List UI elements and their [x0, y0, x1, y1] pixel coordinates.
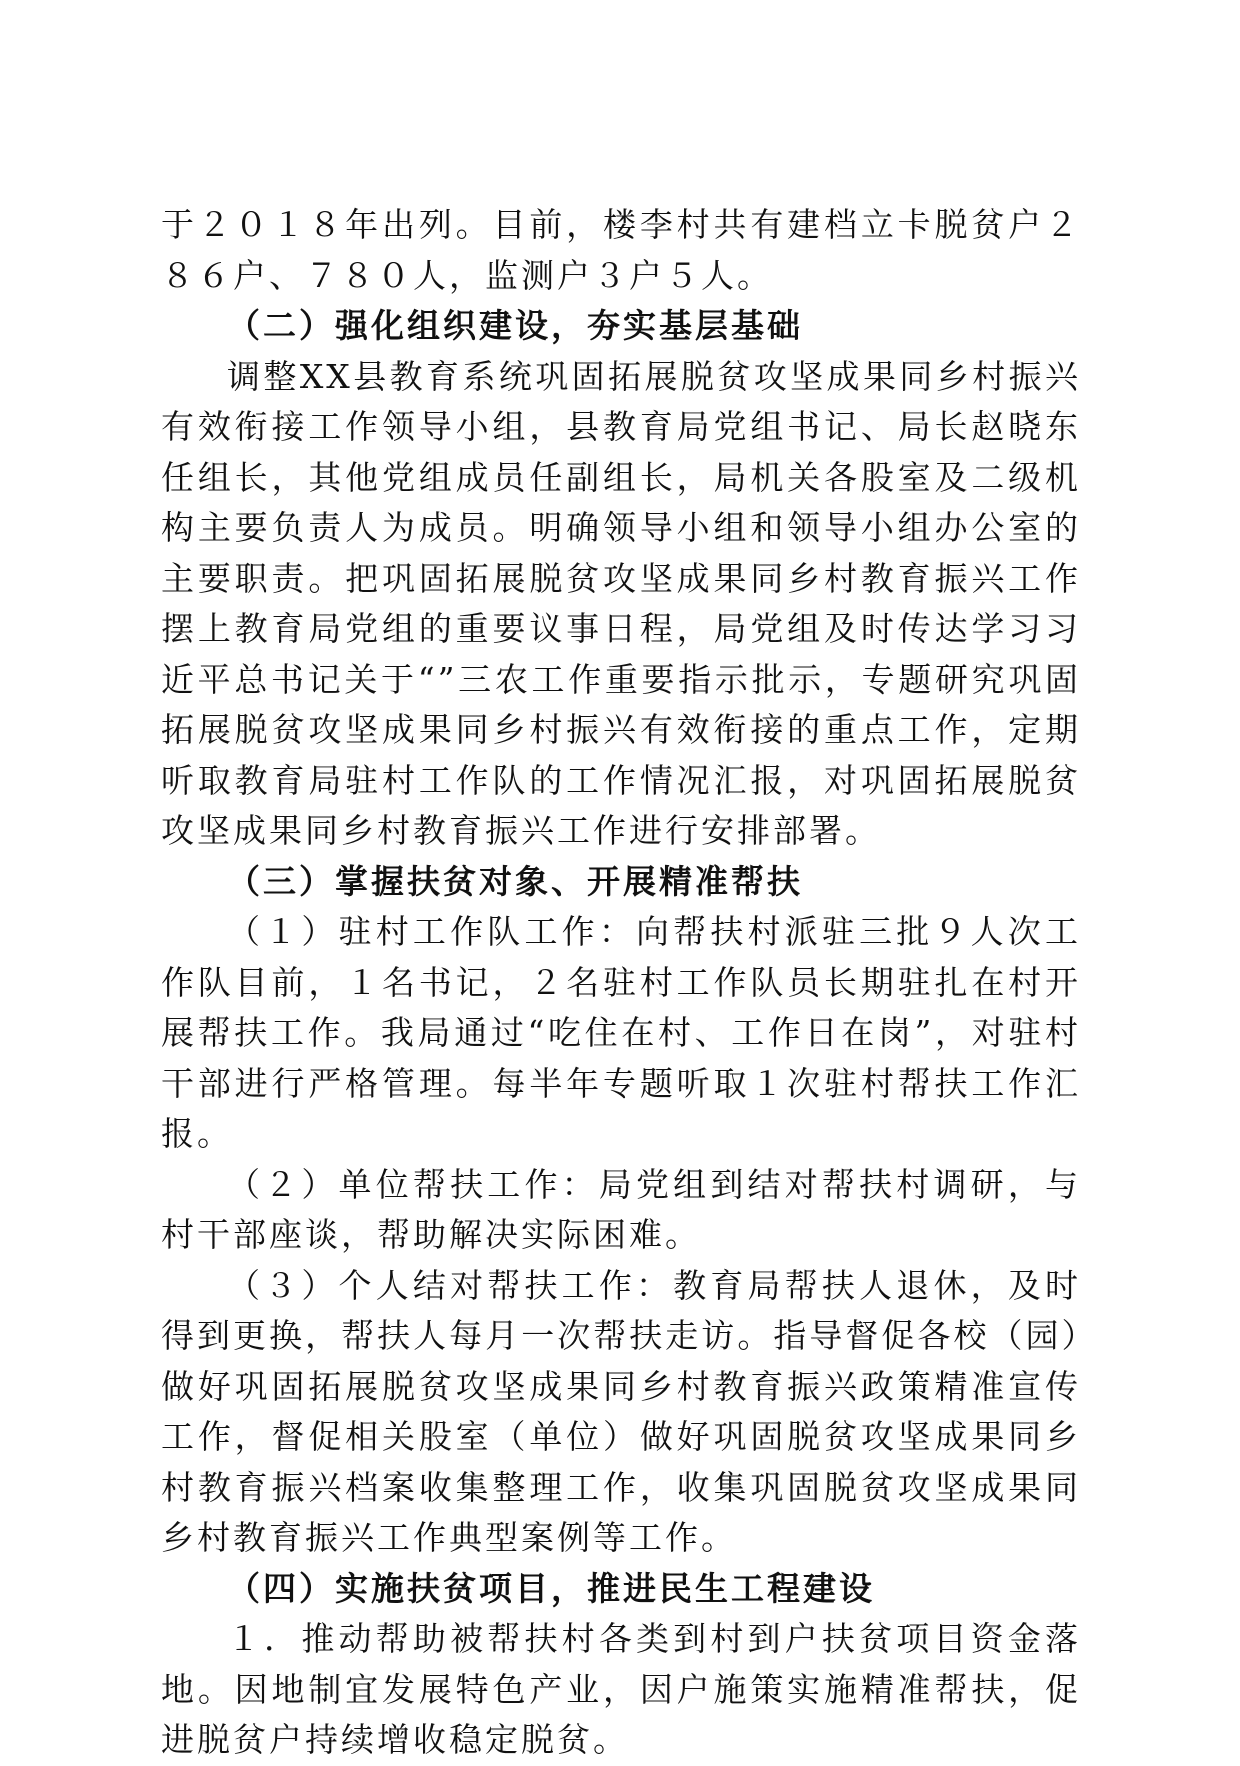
paragraph-organization: 调整XX县教育系统巩固拓展脱贫攻坚成果同乡村振兴有效衔接工作领导小组，县教育局党组书记、局长赵晓东任组长，其他党组成员任副组长，局机关各股室及二级机构主要负责人为成员。明确领导小组和领导小组办公室的主要职责。把巩固拓展脱贫攻坚成果同乡村教育振兴工作摆上教育局党组的重要议事日程，局党组及时传达学习习近平总书记关于“”三农工作重要指示批示，专题研究巩固拓展脱贫攻坚成果同乡村振兴有效衔接的重点工作，定期听取教育局驻村工作队的工作情况汇报，对巩固拓展脱贫攻坚成果同乡村教育振兴工作进行安排部署。: [161, 356, 1081, 850]
paragraph-project-1: １．推动帮助被帮扶村各类到村到户扶贫项目资金落地。因地制宜发展特色产业，因户施策实施精准帮扶，促进脱贫户持续增收稳定脱贫。: [161, 1619, 1081, 1759]
document-body: [161, 200, 1081, 1766]
paragraph-intro: 于２０１８年出列。目前，楼李村共有建档立卡脱贫户２８６户、７８０人，监测户３户５人。: [161, 205, 1081, 295]
section-heading-3: （三）掌握扶贫对象、开展精准帮扶: [227, 861, 803, 901]
paragraph-item-1: （１）驻村工作队工作：向帮扶村派驻三批９人次工作队目前，１名书记，２名驻村工作队员长期驻扎在村开展帮扶工作。我局通过“吃住在村、工作日在岗”，对驻村干部进行严格管理。每半年专题听取１次驻村帮扶工作汇报。: [161, 912, 1081, 1153]
paragraph-item-2: （２）单位帮扶工作：局党组到结对帮扶村调研，与村干部座谈，帮助解决实际困难。: [161, 1164, 1081, 1254]
paragraph-item-3: （３）个人结对帮扶工作：教育局帮扶人退休，及时得到更换，帮扶人每月一次帮扶走访。指导督促各校（园）做好巩固拓展脱贫攻坚成果同乡村教育振兴政策精准宣传工作，督促相关股室（单位）做好巩固脱贫攻坚成果同乡村教育振兴档案收集整理工作，收集巩固脱贫攻坚成果同乡村教育振兴工作典型案例等工作。: [161, 1265, 1081, 1557]
section-heading-2: （二）强化组织建设，夯实基层基础: [227, 306, 803, 345]
section-heading-4: （四）实施扶贫项目，推进民生工程建设: [227, 1568, 875, 1608]
